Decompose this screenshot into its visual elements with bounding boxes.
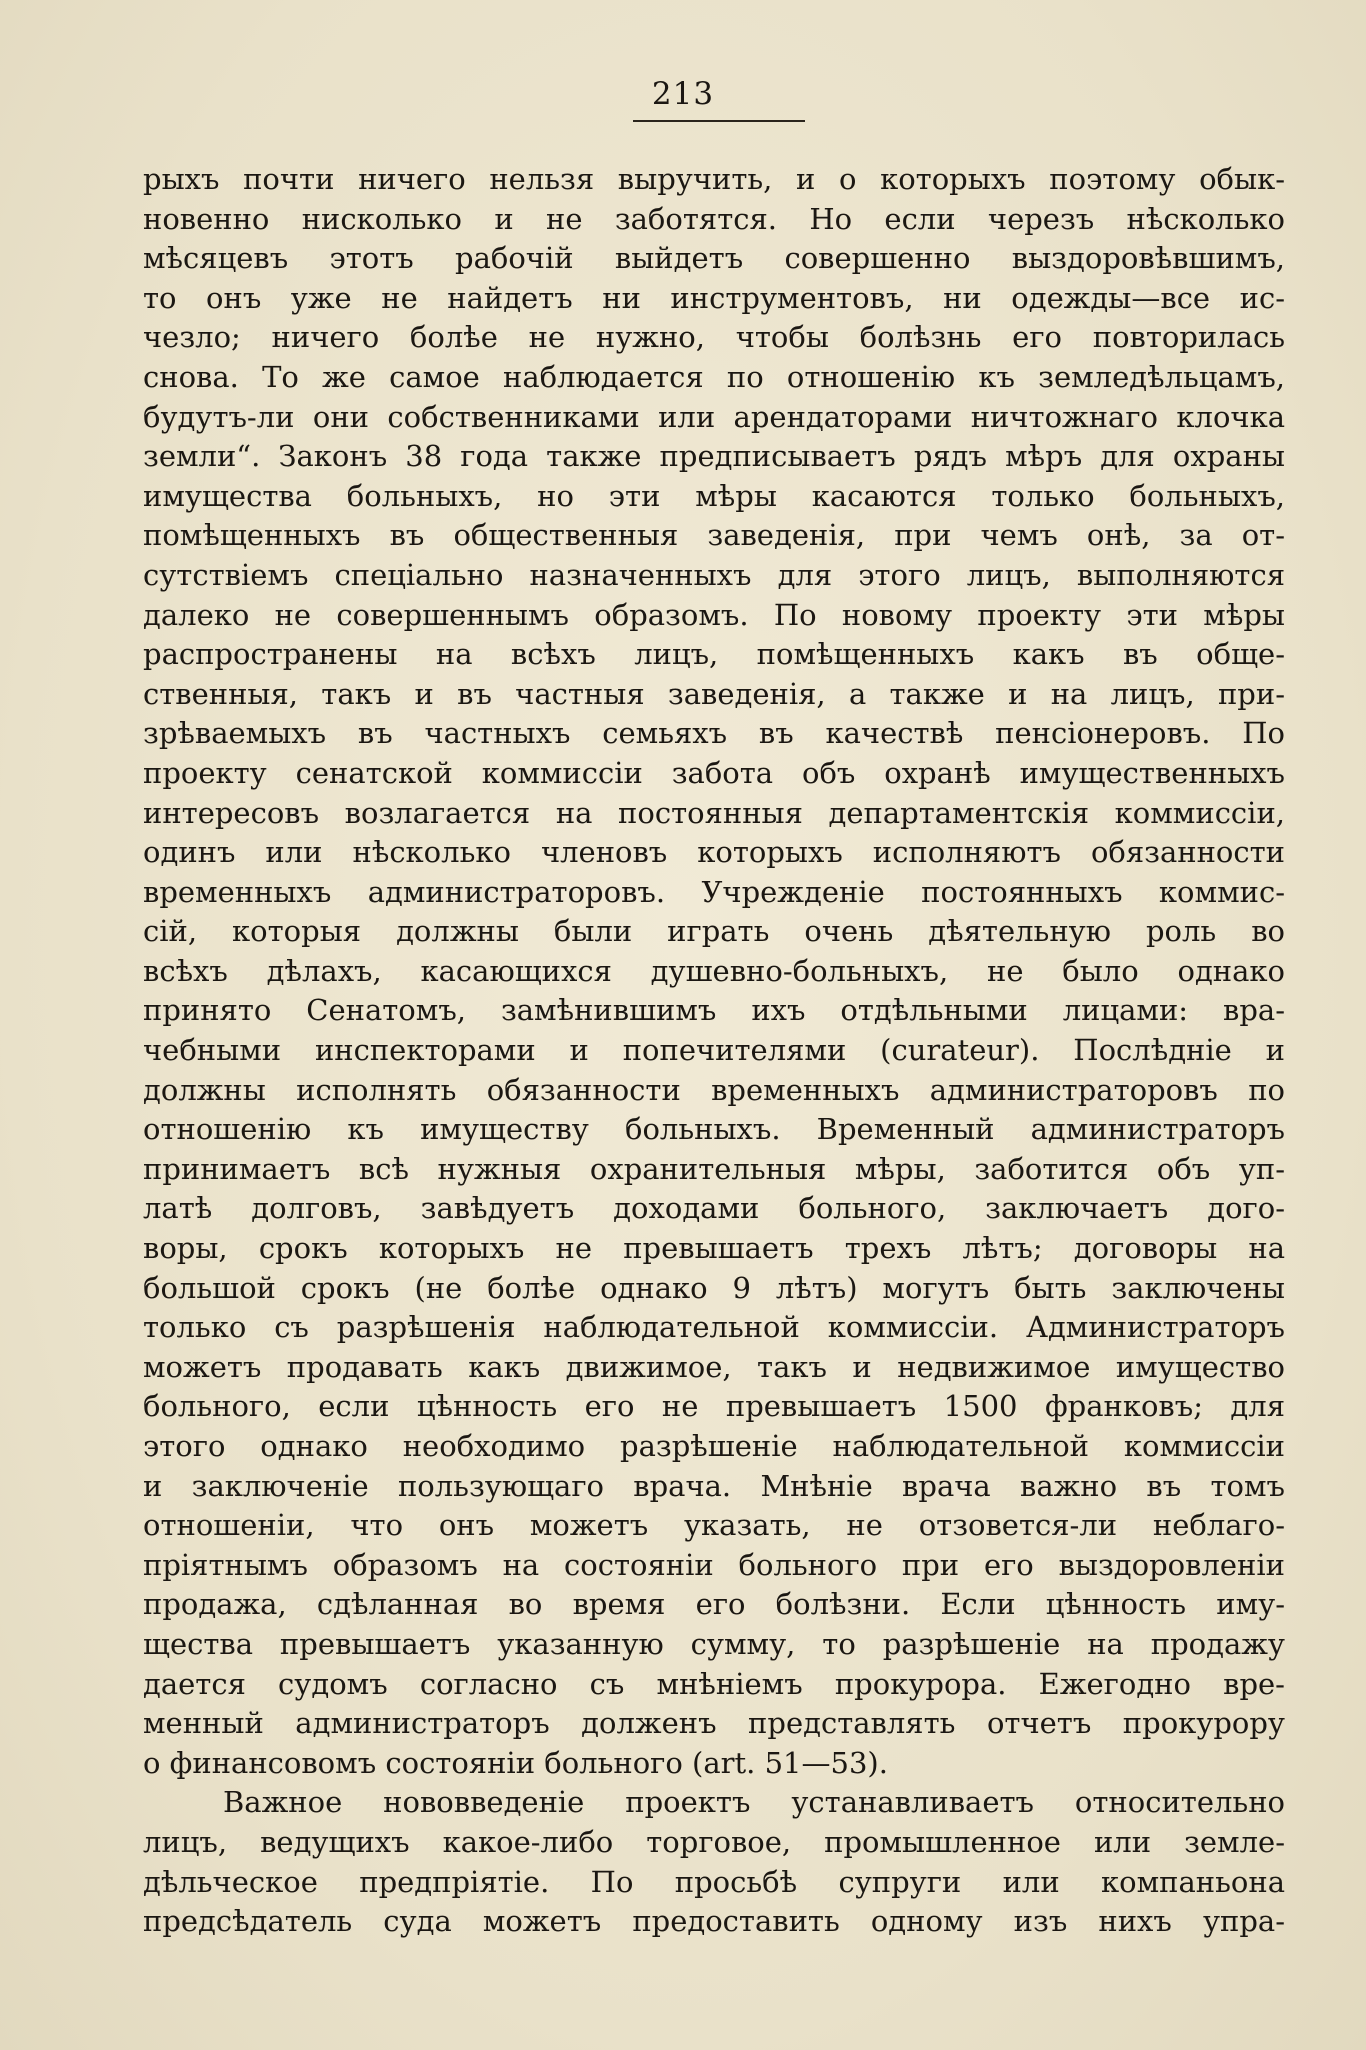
text-line: дается судомъ согласно съ мнѣніемъ прокурора. Ежегодно вре- [143,1666,1285,1701]
text-line: новенно нисколько и не заботятся. Но если черезъ нѣсколько [143,201,1285,236]
text-line: чебными инспекторами и попечителями (curateur). Послѣдніе и [143,1033,1285,1068]
text-line: латѣ долговъ, завѣдуетъ доходами больного, заключаетъ дого- [143,1191,1285,1226]
text-line: зрѣваемыхъ въ частныхъ семьяхъ въ качествѣ пенсіонеровъ. По [143,716,1285,751]
paragraph [143,1783,1285,1941]
text-line: о финансовомъ состояніи больного (art. 51—53). [143,1745,888,1780]
text-line: дѣльческое предпріятіе. По просьбѣ супруги или компаньона [143,1864,1285,1899]
text-line: отношенію къ имуществу больныхъ. Временный администраторъ [143,1112,1285,1147]
text-line: снова. То же самое наблюдается по отношенію къ земледѣльцамъ, [143,359,1285,394]
text-line: щества превышаетъ указанную сумму, то разрѣшеніе на продажу [143,1626,1285,1661]
text-line: лицъ, ведущихъ какое-либо торговое, промышленное или земле- [143,1824,1285,1859]
paragraph [143,160,1285,1783]
text-line: этого однако необходимо разрѣшеніе наблюдательной коммиссіи [143,1429,1285,1463]
text-line: и заключеніе пользующаго врача. Мнѣніе врача важно въ томъ [143,1468,1285,1503]
text-line: будутъ-ли они собственниками или арендаторами ничтожнаго клочка [143,399,1285,434]
text-line: одинъ или нѣсколько членовъ которыхъ исполняютъ обязанности [143,835,1285,870]
text-line: большой срокъ (не болѣе однако 9 лѣтъ) могутъ быть заключены [143,1270,1285,1305]
text-line: помѣщенныхъ въ общественныя заведенія, при чемъ онѣ, за от- [143,518,1285,553]
body-text [143,160,1285,1942]
text-line: пріятнымъ образомъ на состояніи больного при его выздоровленіи [143,1547,1285,1582]
text-line: больного, если цѣнность его не превышаетъ 1500 франковъ; для [143,1389,1285,1424]
text-line: принято Сенатомъ, замѣнившимъ ихъ отдѣльными лицами: вра- [143,993,1285,1028]
text-line: интересовъ возлагается на постоянныя департаментскія коммиссіи, [143,795,1285,830]
text-line: ственныя, такъ и въ частныя заведенія, а также и на лицъ, при- [143,676,1285,711]
text-line: всѣхъ дѣлахъ, касающихся душевно-больныхъ, не было однако [143,953,1285,988]
text-line: распространены на всѣхъ лицъ, помѣщенныхъ какъ въ обще- [143,637,1285,672]
text-line: воры, срокъ которыхъ не превышаетъ трехъ лѣтъ; договоры на [143,1231,1285,1266]
text-line: мѣсяцевъ этотъ рабочій выйдетъ совершенно выздоровѣвшимъ, [143,241,1285,276]
text-line: только съ разрѣшенія наблюдательной коммиссіи. Администраторъ [143,1310,1285,1345]
text-line: сій, которыя должны были играть очень дѣятельную роль во [143,914,1285,949]
text-line: должны исполнять обязанности временныхъ администраторовъ по [143,1072,1285,1107]
text-line: Важное нововведеніе проектъ устанавливаетъ относительно [223,1785,1285,1820]
text-line: менный администраторъ долженъ представлять отчетъ прокурору [143,1706,1285,1741]
text-line: чезло; ничего болѣе не нужно, чтобы болѣзнь его повторилась [143,320,1285,355]
text-line: сутствіемъ спеціально назначенныхъ для этого лицъ, выполняются [143,557,1285,592]
text-line: проекту сенатской коммиссіи забота объ охранѣ имущественныхъ [143,755,1285,790]
text-line: имущества больныхъ, но эти мѣры касаются только больныхъ, [143,478,1285,513]
text-line: временныхъ администраторовъ. Учрежденіе постоянныхъ коммис- [143,874,1285,909]
text-line: можетъ продавать какъ движимое, такъ и недвижимое имущество [143,1349,1285,1384]
text-line: принимаетъ всѣ нужныя охранительныя мѣры, заботится объ уп- [143,1151,1285,1186]
text-line: далеко не совершеннымъ образомъ. По новому проекту эти мѣры [143,597,1285,632]
text-line: рыхъ почти ничего нельзя выручить, и о которыхъ поэтому обык- [143,162,1285,196]
text-line: земли“. Законъ 38 года также предписываетъ рядъ мѣръ для охраны [143,439,1285,474]
text-line: предсѣдатель суда можетъ предоставить одному изъ нихъ упра- [143,1904,1285,1939]
text-line: отношеніи, что онъ можетъ указать, не отзовется-ли неблаго- [143,1508,1285,1543]
text-line: продажа, сдѣланная во время его болѣзни. Если цѣнность иму- [143,1587,1285,1622]
page-number-rule [633,120,805,122]
text-line: то онъ уже не найдетъ ни инструментовъ, ни одежды—все ис- [143,280,1285,315]
page-number: 213 [651,76,715,112]
